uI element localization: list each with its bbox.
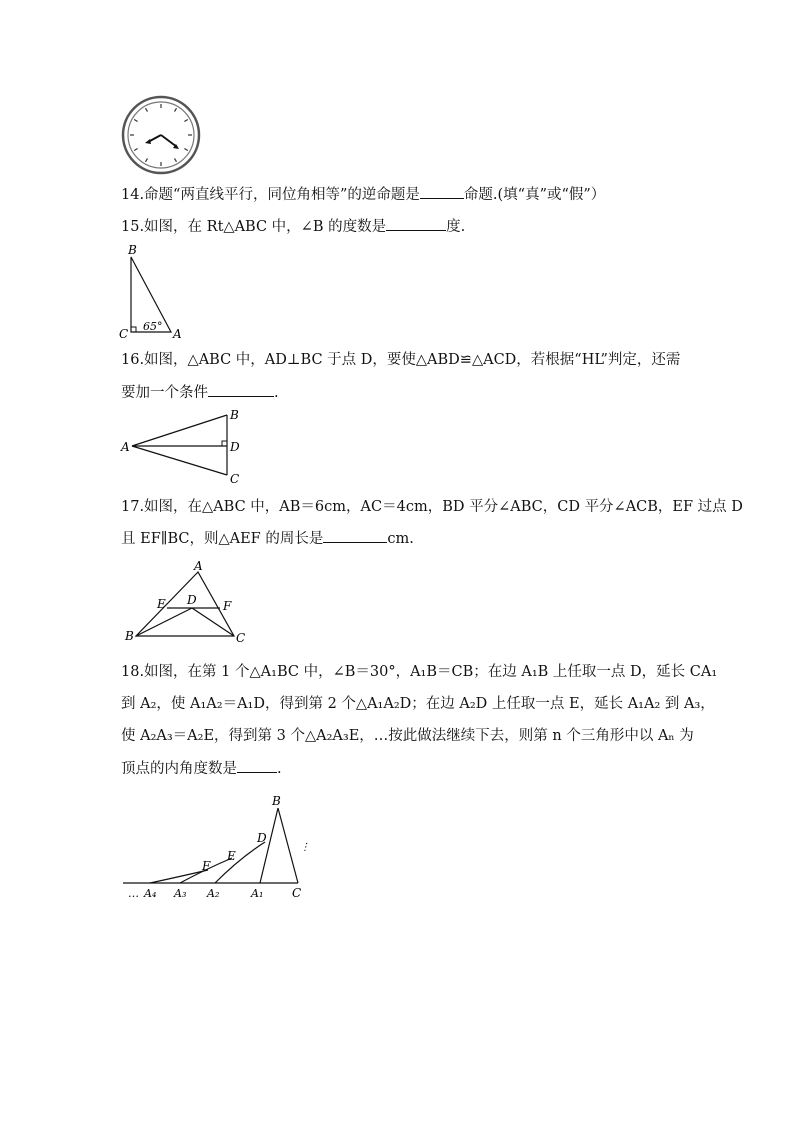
question-17-line-1 (121, 497, 743, 517)
q18-label-F: F (202, 859, 211, 873)
q18-label-dots-right: ⋮ (300, 842, 310, 853)
q16-label-C: C (230, 472, 240, 486)
question-18-line-3 (121, 726, 694, 746)
q16-label-B: B (230, 408, 239, 422)
q16-line-2-after: . (274, 385, 279, 401)
question-16-line-1 (121, 350, 680, 370)
q15-text-before: 15.如图，在 Rt△ABC 中，∠B 的度数是 (121, 219, 387, 235)
q14-text-after: 命题.(填“真”或“假”） (463, 187, 606, 203)
q16-right-angle-mark (222, 441, 227, 446)
q16-side-AB (132, 415, 227, 446)
q16-answer-blank[interactable] (208, 382, 274, 397)
q15-figure (115, 240, 190, 342)
question-16-line-2 (121, 382, 279, 403)
q18-label-C: C (292, 886, 302, 900)
q16-label-A: A (121, 440, 130, 454)
q17-line-1-text: 17.如图，在△ABC 中，AB＝6cm，AC＝4cm，BD 平分∠ABC，CD 平分∠ACB，EF 过点 D (121, 499, 743, 515)
q18-answer-blank[interactable] (237, 758, 277, 773)
q18-label-A3: A₃ (174, 887, 187, 900)
q17-line-2-before: 且 EF∥BC，则△AEF 的周长是 (121, 531, 324, 547)
question-15 (121, 216, 465, 237)
q18-label-dots-left: … (128, 887, 139, 900)
question-18-line-1 (121, 662, 717, 682)
q18-label-B: B (272, 794, 281, 808)
q18-label-A2: A₂ (207, 887, 220, 900)
q14-answer-blank[interactable] (420, 184, 464, 199)
q15-text-after: 度. (446, 219, 466, 235)
q18-line-4-before: 顶点的内角度数是 (121, 761, 237, 777)
q17-label-A: A (194, 560, 203, 573)
q15-right-angle-mark (131, 327, 136, 332)
clock-figure (120, 94, 202, 176)
q16-side-AC (132, 446, 227, 475)
q15-label-B: B (128, 243, 137, 257)
question-18-line-2 (121, 694, 715, 714)
q18-line-4-after: . (277, 761, 282, 777)
q17-line-2-after: cm. (387, 531, 414, 547)
q17-figure (120, 560, 250, 644)
q18-label-D: D (257, 831, 267, 845)
question-14 (121, 184, 605, 205)
q15-answer-blank[interactable] (386, 216, 446, 231)
q17-label-C: C (236, 631, 246, 644)
q18-label-A1: A₁ (251, 887, 264, 900)
q14-text-before: 14.命题“两直线平行，同位角相等”的逆命题是 (121, 187, 420, 203)
q15-angle-label: 65° (143, 320, 163, 333)
q18-segment-BA1 (260, 808, 278, 883)
q15-label-C: C (119, 327, 129, 341)
q16-line-1-text: 16.如图，△ABC 中，AD⊥BC 于点 D，要使△ABD≌△ACD，若根据“HL”判定，还需 (121, 352, 681, 368)
q18-line-2-text: 到 A₂，使 A₁A₂＝A₁D，得到第 2 个△A₁A₂D；在边 A₂D 上任取一点 E，延长 A₁A₂ 到 A₃， (121, 696, 715, 712)
question-17-line-2 (121, 528, 414, 549)
question-18-line-4 (121, 758, 282, 779)
q17-label-D: D (187, 593, 197, 607)
q18-segment-FA4 (150, 870, 208, 883)
q16-figure (115, 405, 245, 487)
q17-label-F: F (223, 599, 232, 613)
q17-answer-blank[interactable] (323, 528, 387, 543)
q17-label-B: B (125, 629, 134, 643)
q17-label-E: E (157, 597, 166, 611)
q18-line-1-text: 18.如图，在第 1 个△A₁BC 中，∠B＝30°，A₁B＝CB；在边 A₁B 上任取一点 D，延长 CA₁ (121, 664, 718, 680)
q16-label-D: D (230, 440, 240, 454)
q18-label-A4: A₄ (144, 887, 157, 900)
q18-line-3-text: 使 A₂A₃＝A₂E，得到第 3 个△A₂A₃E，…按此做法继续下去，则第 n 个三角形中以 Aₙ 为 (121, 728, 694, 744)
q15-label-A: A (173, 327, 182, 341)
q18-label-E: E (227, 849, 236, 863)
q17-segment-BD (136, 608, 192, 636)
q18-figure (120, 792, 310, 902)
q16-line-2-before: 要加一个条件 (121, 385, 208, 401)
q18-segment-BC (278, 808, 298, 883)
